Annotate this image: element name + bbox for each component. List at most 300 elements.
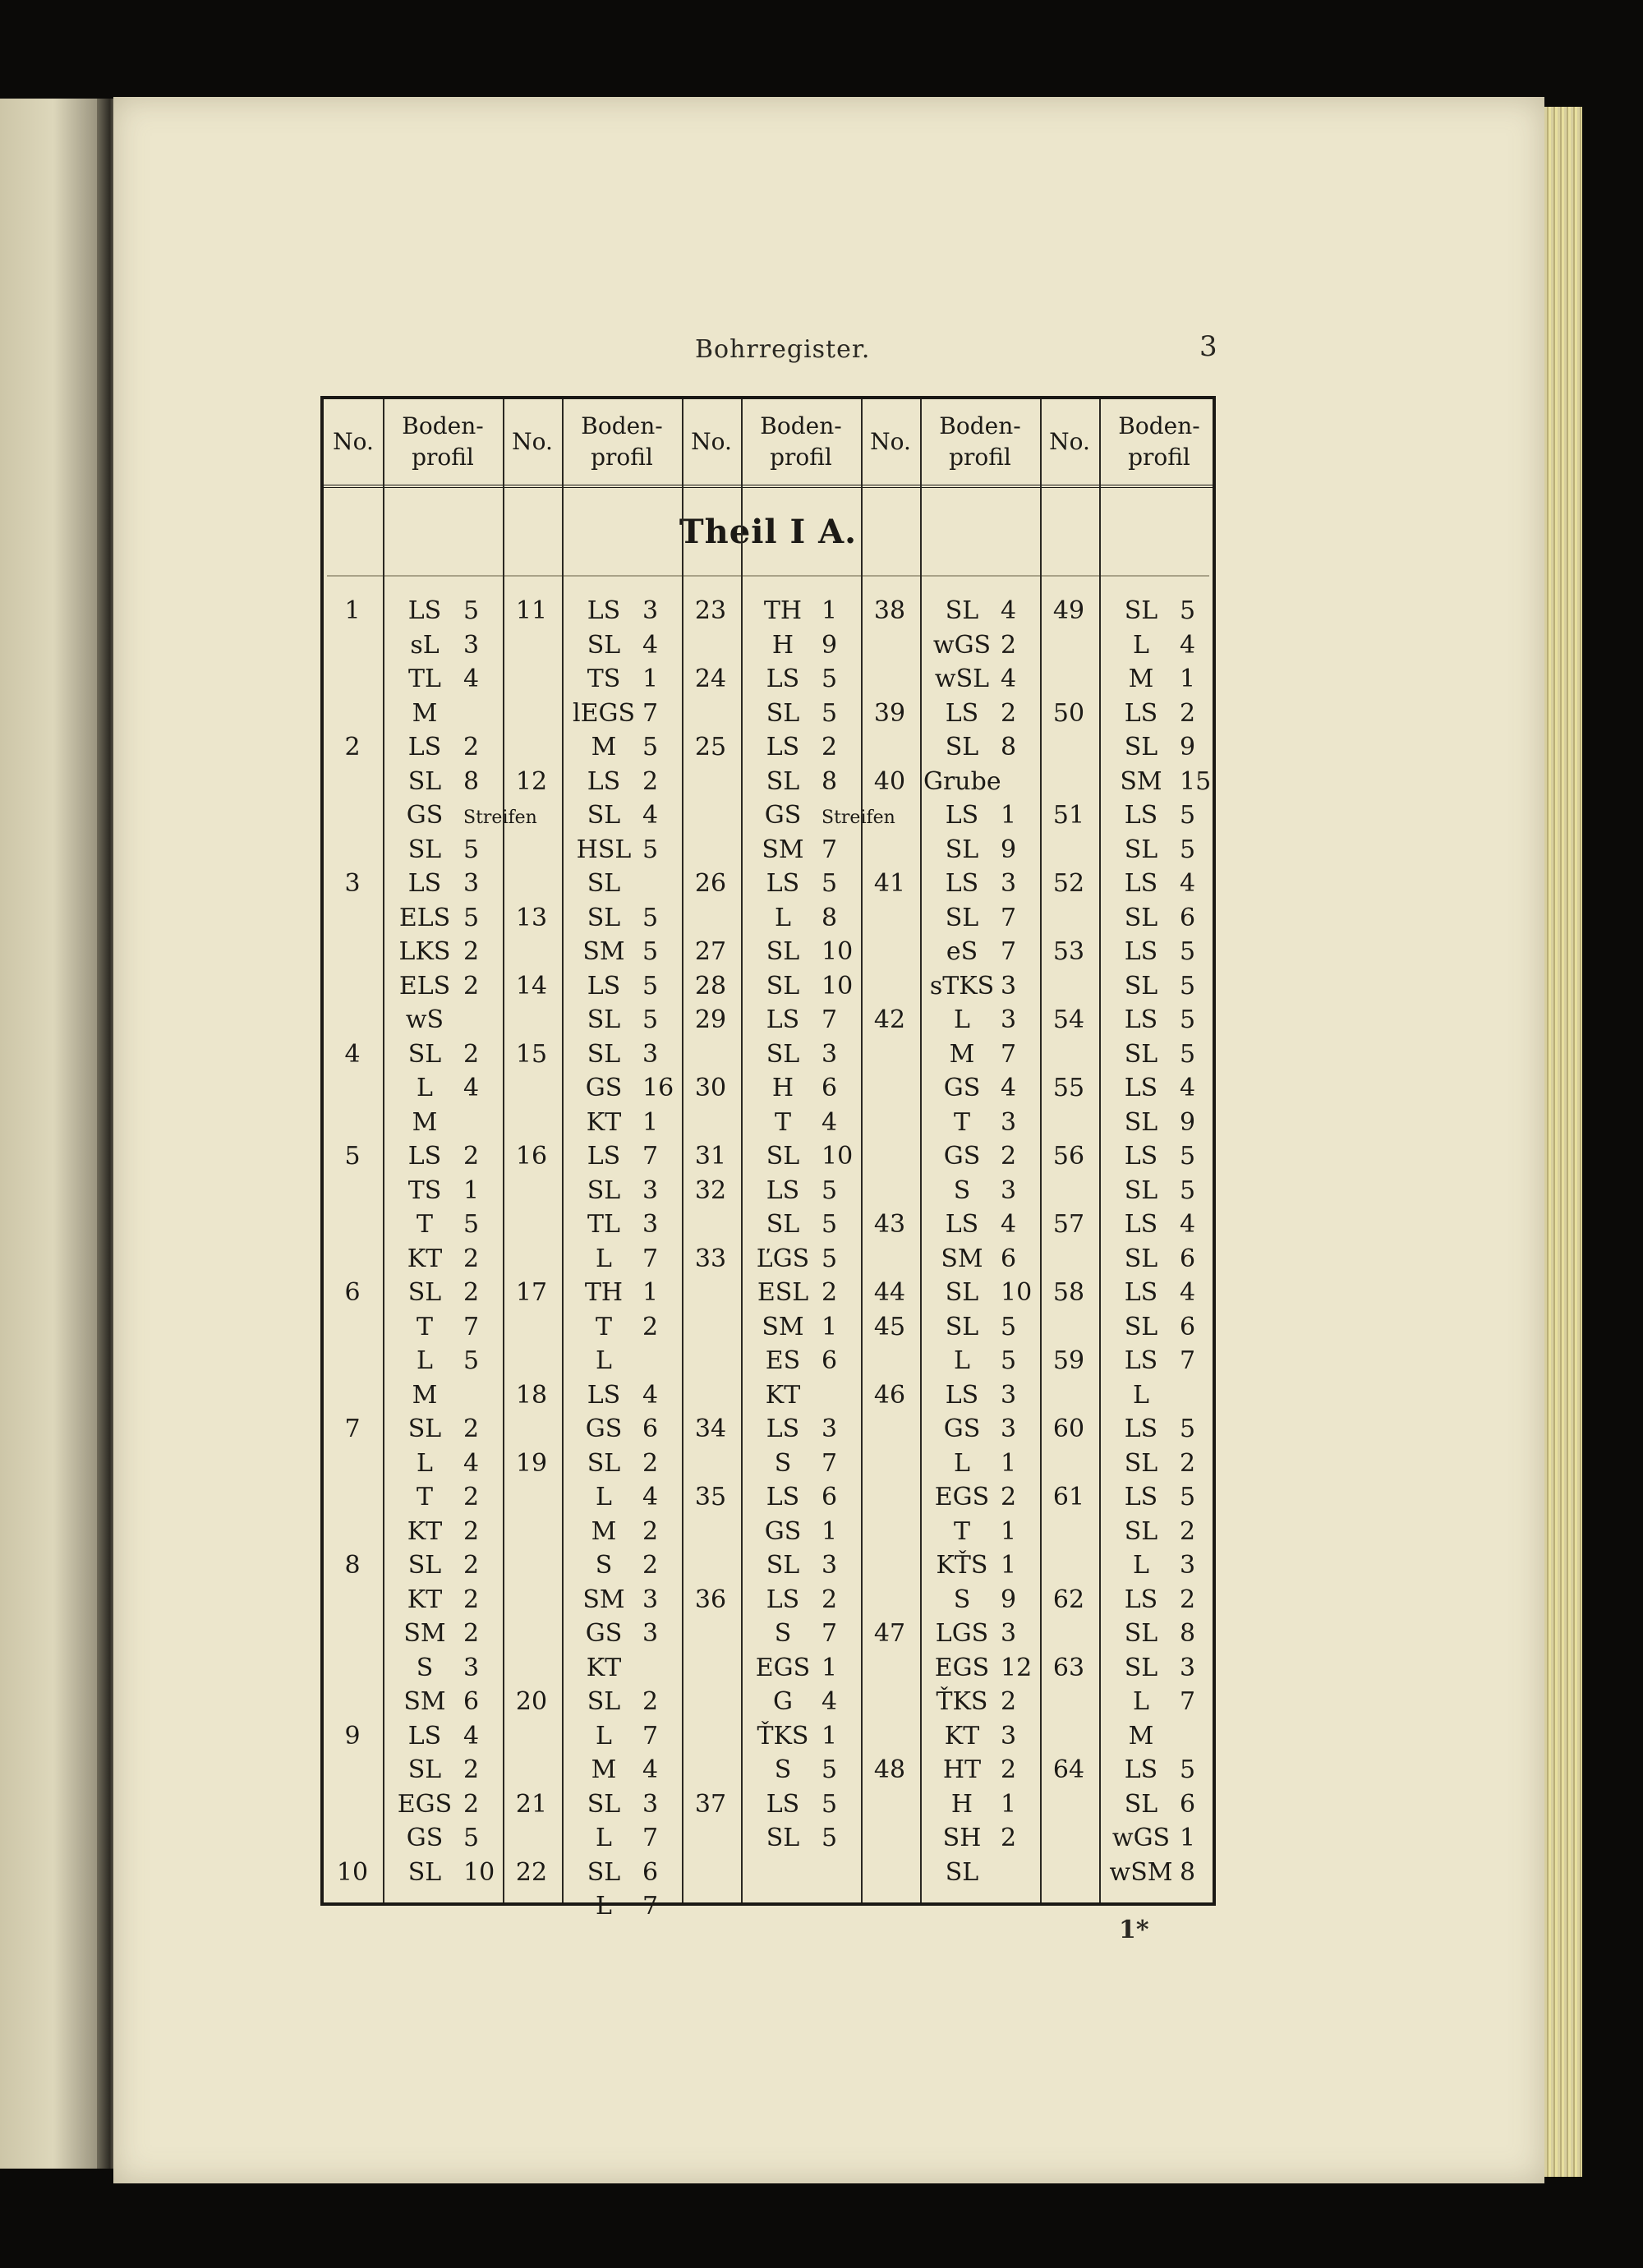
layer-depth: 6 xyxy=(1180,1789,1196,1819)
soil-code: SL xyxy=(945,835,979,864)
soil-code: L xyxy=(596,1483,612,1511)
soil-code: LKS xyxy=(398,937,451,966)
header-bodenprofil-line2: profil xyxy=(1128,444,1190,471)
bore-number: 38 xyxy=(873,596,906,625)
bore-number: 31 xyxy=(694,1142,727,1171)
soil-code: TS xyxy=(587,665,621,693)
soil-code: SL xyxy=(587,630,621,660)
soil-code: SL xyxy=(587,801,621,830)
layer-depth: 4 xyxy=(642,1483,659,1511)
bore-number: 37 xyxy=(694,1789,727,1819)
soil-code: SL xyxy=(407,1551,442,1580)
bore-number: 63 xyxy=(1052,1653,1085,1682)
soil-profile-entry xyxy=(1102,1687,1226,1716)
layer-depth: 7 xyxy=(642,1142,659,1171)
layer-depth: 5 xyxy=(1180,1755,1196,1784)
bore-number: 39 xyxy=(873,698,906,728)
soil-code: SL xyxy=(766,1142,800,1171)
soil-code: SM xyxy=(582,937,625,966)
soil-code: LS xyxy=(587,1142,621,1171)
bore-number: 58 xyxy=(1052,1278,1085,1307)
table-row xyxy=(324,1040,1213,1074)
soil-code: M xyxy=(412,698,438,728)
soil-code: SL xyxy=(407,1278,442,1307)
bore-number: 13 xyxy=(515,903,548,932)
soil-code: SL xyxy=(1124,903,1158,932)
bore-number: 64 xyxy=(1052,1755,1085,1784)
soil-code: M xyxy=(1128,1721,1154,1750)
layer-depth: 5 xyxy=(822,1755,838,1784)
soil-code: GS xyxy=(943,1142,981,1171)
soil-code: wSL xyxy=(934,665,990,693)
soil-code: LS xyxy=(766,869,800,898)
layer-depth: 3 xyxy=(1001,971,1017,1001)
soil-code: H xyxy=(771,630,794,660)
soil-profile-entry xyxy=(1102,937,1226,966)
soil-code: LS xyxy=(766,1175,800,1205)
soil-code: GS xyxy=(764,801,802,830)
soil-code: SL xyxy=(1124,1107,1158,1137)
layer-depth: 5 xyxy=(822,1210,838,1239)
bore-number: 32 xyxy=(694,1175,727,1205)
layer-depth: 10 xyxy=(822,971,854,1001)
bore-number: 50 xyxy=(1052,698,1085,728)
soil-code: M xyxy=(591,1516,617,1546)
soil-code: LS xyxy=(766,733,800,761)
bore-number: 60 xyxy=(1052,1415,1085,1443)
bore-number: 44 xyxy=(873,1278,906,1307)
header-bodenprofil-line2: profil xyxy=(949,444,1011,471)
layer-depth: 1 xyxy=(1001,1516,1017,1546)
soil-profile-entry xyxy=(1102,835,1226,864)
bore-number: 52 xyxy=(1052,869,1085,898)
layer-depth: 4 xyxy=(642,801,659,830)
header-bodenprofil-line1: Boden- xyxy=(760,412,842,439)
table-row xyxy=(324,1005,1213,1040)
header-bodenprofil-line1: Boden- xyxy=(581,412,663,439)
soil-code: S xyxy=(953,1585,971,1614)
layer-depth: 7 xyxy=(1001,937,1017,966)
header-bodenprofil-line1: Boden- xyxy=(1118,412,1200,439)
soil-code: SL xyxy=(766,1824,800,1852)
layer-depth: 2 xyxy=(1001,1483,1017,1511)
layer-depth: 5 xyxy=(1180,1175,1196,1205)
layer-depth: 7 xyxy=(1001,903,1017,932)
layer-depth: 4 xyxy=(1180,869,1196,898)
layer-depth: 2 xyxy=(463,1619,480,1648)
layer-depth: 3 xyxy=(642,1210,659,1239)
layer-depth: 7 xyxy=(642,1824,659,1852)
soil-code: LS xyxy=(766,1415,800,1443)
soil-code: SL xyxy=(1124,971,1158,1001)
table-row xyxy=(324,1687,1213,1722)
soil-code: wSM xyxy=(1109,1857,1173,1887)
layer-depth: 5 xyxy=(1180,1039,1196,1069)
table-row xyxy=(324,1244,1213,1279)
soil-profile-entry xyxy=(1102,1005,1226,1034)
soil-code: SL xyxy=(407,1039,442,1069)
soil-code: wS xyxy=(405,1005,444,1034)
table-row xyxy=(324,1313,1213,1347)
soil-code: KT xyxy=(407,1244,443,1273)
layer-depth: 4 xyxy=(1180,1278,1196,1307)
bore-number: 6 xyxy=(344,1278,361,1307)
layer-depth: 9 xyxy=(1180,733,1196,761)
soil-code: SL xyxy=(587,1039,621,1069)
soil-code: ESL xyxy=(757,1278,809,1307)
bore-number: 62 xyxy=(1052,1585,1085,1614)
bore-number: 47 xyxy=(873,1619,906,1648)
soil-code: S xyxy=(595,1551,613,1580)
layer-depth: 2 xyxy=(822,733,838,761)
layer-depth: 2 xyxy=(463,1755,480,1784)
layer-depth: 2 xyxy=(1001,698,1017,728)
soil-code: SL xyxy=(587,903,621,932)
layer-depth: 3 xyxy=(1001,1175,1017,1205)
soil-code: KŤS xyxy=(936,1551,988,1580)
soil-code: LS xyxy=(1124,801,1158,830)
bore-number: 35 xyxy=(694,1483,727,1511)
soil-code: HT xyxy=(942,1755,982,1784)
layer-depth: 9 xyxy=(1001,1585,1017,1614)
soil-code: L xyxy=(596,1346,612,1375)
table-row xyxy=(324,1108,1213,1143)
soil-code: S xyxy=(416,1653,434,1682)
soil-code: LS xyxy=(1124,1346,1158,1375)
soil-code: SL xyxy=(766,1210,800,1239)
layer-depth: 2 xyxy=(1001,1755,1017,1784)
soil-code: M xyxy=(949,1039,975,1069)
soil-code: SL xyxy=(945,596,979,625)
soil-code: LS xyxy=(1124,937,1158,966)
bore-number: 57 xyxy=(1052,1210,1085,1239)
soil-code: GS xyxy=(585,1619,623,1648)
layer-depth: 1 xyxy=(642,1107,659,1137)
soil-code: L xyxy=(417,1448,433,1478)
layer-depth: 5 xyxy=(822,1175,838,1205)
header-bodenprofil xyxy=(741,399,861,485)
soil-code: SL xyxy=(587,1857,621,1887)
bore-number: 59 xyxy=(1052,1346,1085,1375)
soil-profile-entry xyxy=(1102,596,1226,625)
soil-code: eS xyxy=(946,937,978,966)
soil-code: L xyxy=(1133,630,1149,660)
soil-code: T xyxy=(953,1107,970,1137)
layer-depth: 1 xyxy=(822,1653,838,1682)
soil-profile-entry xyxy=(1102,1654,1226,1682)
soil-code: SL xyxy=(407,835,442,864)
soil-code: L xyxy=(954,1005,970,1034)
table-row xyxy=(324,1722,1213,1756)
soil-code: EGS xyxy=(934,1653,990,1682)
bore-number: 43 xyxy=(873,1210,906,1239)
layer-depth: 7 xyxy=(1001,1039,1017,1069)
soil-profile-entry xyxy=(565,1892,688,1921)
layer-depth: 5 xyxy=(642,937,659,966)
layer-depth: 1 xyxy=(1001,1448,1017,1478)
layer-depth: 7 xyxy=(642,698,659,728)
soil-profile-entry xyxy=(1102,1858,1226,1887)
layer-depth: 16 xyxy=(642,1074,674,1102)
soil-code: EGS xyxy=(397,1789,453,1819)
layer-depth: 8 xyxy=(1001,733,1017,761)
table-row xyxy=(324,1483,1213,1517)
layer-depth: 2 xyxy=(1001,630,1017,660)
soil-profile-entry xyxy=(1102,631,1226,660)
layer-depth: 2 xyxy=(642,1687,659,1716)
layer-depth: 2 xyxy=(463,1585,480,1614)
layer-depth: 6 xyxy=(642,1415,659,1443)
layer-depth: 9 xyxy=(822,630,838,660)
layer-depth: 2 xyxy=(463,1483,480,1511)
bore-register-table xyxy=(320,396,1216,1921)
soil-code: KT xyxy=(586,1653,622,1682)
soil-code: T xyxy=(416,1312,433,1341)
soil-code: S xyxy=(953,1175,971,1205)
soil-profile-entry xyxy=(1102,1722,1226,1750)
bore-number: 61 xyxy=(1052,1483,1085,1511)
soil-code: EGS xyxy=(755,1653,811,1682)
layer-depth: 15 xyxy=(1180,766,1212,796)
soil-profile-entry xyxy=(1102,1244,1226,1273)
soil-code: T xyxy=(774,1107,791,1137)
layer-depth: 5 xyxy=(463,1346,480,1375)
layer-depth: 3 xyxy=(822,1415,838,1443)
layer-depth: 1 xyxy=(642,665,659,693)
signature-mark: 1* xyxy=(1119,1916,1149,1944)
layer-depth: 2 xyxy=(642,1551,659,1580)
table-row xyxy=(324,869,1213,904)
soil-code: LS xyxy=(1124,1585,1158,1614)
layer-depth: 2 xyxy=(642,1312,659,1341)
soil-code: SL xyxy=(945,1857,979,1887)
table-row xyxy=(324,1824,1213,1858)
soil-profile-entry xyxy=(1102,904,1226,932)
soil-code: sL xyxy=(410,630,440,660)
soil-code: LS xyxy=(407,869,442,898)
soil-profile-entry xyxy=(1102,1278,1226,1307)
layer-depth: 6 xyxy=(822,1074,838,1102)
soil-code: SL xyxy=(766,766,800,796)
soil-code: TL xyxy=(587,1210,620,1239)
soil-code: M xyxy=(412,1107,438,1137)
table-row xyxy=(324,1551,1213,1585)
soil-profile-entry xyxy=(1102,1449,1226,1478)
soil-code: wGS xyxy=(1111,1824,1171,1852)
soil-profile-entry xyxy=(1102,1142,1226,1171)
soil-code: S xyxy=(774,1755,792,1784)
layer-depth: 5 xyxy=(1180,835,1196,864)
soil-code: SL xyxy=(1124,1175,1158,1205)
soil-code: SL xyxy=(587,1789,621,1819)
soil-code: SL xyxy=(1124,1789,1158,1819)
soil-profile-entry xyxy=(1102,1585,1226,1614)
bore-number: 30 xyxy=(694,1074,727,1102)
bore-number: 25 xyxy=(694,733,727,761)
layer-depth: 3 xyxy=(1001,1619,1017,1648)
layer-depth: 2 xyxy=(1180,698,1196,728)
bore-number: 5 xyxy=(344,1142,361,1171)
soil-code: SM xyxy=(1120,766,1162,796)
soil-code: LS xyxy=(1124,1142,1158,1171)
table-row xyxy=(324,596,1213,631)
soil-code: KT xyxy=(407,1585,443,1614)
layer-depth: 5 xyxy=(1001,1346,1017,1375)
soil-code: LS xyxy=(766,665,800,693)
soil-profile-entry xyxy=(1102,1415,1226,1443)
soil-code: L xyxy=(417,1346,433,1375)
layer-depth: 5 xyxy=(642,903,659,932)
bore-number: 33 xyxy=(694,1244,727,1273)
soil-code: LS xyxy=(407,733,442,761)
layer-depth: 4 xyxy=(642,1755,659,1784)
soil-code: SL xyxy=(1124,596,1158,625)
table-row xyxy=(324,937,1213,972)
soil-code: ES xyxy=(765,1346,801,1375)
layer-depth: 1 xyxy=(822,1721,838,1750)
layer-depth: 3 xyxy=(642,596,659,625)
layer-depth: 6 xyxy=(1180,1312,1196,1341)
layer-depth: 5 xyxy=(642,971,659,1001)
soil-code: SL xyxy=(766,971,800,1001)
layer-depth: 1 xyxy=(642,1278,659,1307)
soil-code: ŤKS xyxy=(936,1687,988,1716)
bore-number: 55 xyxy=(1052,1074,1085,1102)
soil-code: LS xyxy=(1124,1278,1158,1307)
layer-depth: 10 xyxy=(822,1142,854,1171)
soil-code: SL xyxy=(945,1312,979,1341)
soil-code: M xyxy=(591,1755,617,1784)
table-row xyxy=(324,904,1213,938)
layer-depth: 4 xyxy=(642,630,659,660)
soil-code: LS xyxy=(945,801,979,830)
soil-code: L xyxy=(596,1824,612,1852)
layer-depth: 7 xyxy=(642,1244,659,1273)
bore-number: 28 xyxy=(694,971,727,1001)
table-row xyxy=(324,972,1213,1006)
layer-depth: 2 xyxy=(642,1448,659,1478)
soil-code: SL xyxy=(945,1278,979,1307)
table-row xyxy=(324,1278,1213,1313)
layer-depth: 3 xyxy=(822,1551,838,1580)
table-row xyxy=(324,1654,1213,1688)
header-bodenprofil-line1: Boden- xyxy=(939,412,1021,439)
soil-code: SL xyxy=(587,1175,621,1205)
layer-depth: 2 xyxy=(463,1278,480,1307)
soil-profile-entry xyxy=(1102,1074,1226,1102)
soil-code: LS xyxy=(766,1005,800,1034)
layer-depth: 5 xyxy=(463,1824,480,1852)
layer-depth: 10 xyxy=(463,1857,495,1887)
soil-profile-entry xyxy=(1102,1551,1226,1580)
layer-depth: 3 xyxy=(642,1619,659,1648)
soil-profile-entry xyxy=(1102,1346,1226,1375)
table-row xyxy=(324,801,1213,835)
bore-number: 19 xyxy=(515,1448,548,1478)
layer-depth: 7 xyxy=(1180,1346,1196,1375)
layer-depth: 5 xyxy=(1180,1005,1196,1034)
layer-depth: 8 xyxy=(1180,1619,1196,1648)
soil-code: SL xyxy=(587,1687,621,1716)
layer-depth: 5 xyxy=(642,835,659,864)
bore-number: 53 xyxy=(1052,937,1085,966)
soil-code: SL xyxy=(407,1857,442,1887)
layer-depth: 2 xyxy=(1180,1585,1196,1614)
soil-code: T xyxy=(595,1312,612,1341)
soil-code: SM xyxy=(403,1619,446,1648)
table-row xyxy=(324,699,1213,734)
layer-depth: 5 xyxy=(1180,596,1196,625)
soil-code: SM xyxy=(403,1687,446,1716)
soil-code: KT xyxy=(407,1516,443,1546)
bore-number: 15 xyxy=(515,1039,548,1069)
soil-profile-entry xyxy=(1102,1755,1226,1784)
bore-number: 4 xyxy=(344,1039,361,1069)
soil-code: LS xyxy=(1124,1483,1158,1511)
header-bodenprofil xyxy=(920,399,1040,485)
layer-depth: 2 xyxy=(463,1551,480,1580)
layer-depth: Streifen xyxy=(822,807,895,828)
header-no: No. xyxy=(870,428,911,455)
soil-code: ĽGS xyxy=(756,1244,810,1273)
layer-depth: 3 xyxy=(642,1175,659,1205)
soil-code: EGS xyxy=(934,1483,990,1511)
layer-depth: 4 xyxy=(1180,1074,1196,1102)
soil-code: L xyxy=(954,1448,970,1478)
layer-depth: 3 xyxy=(1001,1721,1017,1750)
bore-number: 56 xyxy=(1052,1142,1085,1171)
table-row xyxy=(324,733,1213,767)
layer-depth: 4 xyxy=(822,1107,838,1137)
layer-depth: 3 xyxy=(642,1789,659,1819)
soil-code: GS xyxy=(943,1415,981,1443)
soil-profile-entry xyxy=(1102,972,1226,1001)
layer-depth: 5 xyxy=(1180,937,1196,966)
layer-depth: 2 xyxy=(463,1789,480,1819)
bore-number: 41 xyxy=(873,869,906,898)
soil-code: L xyxy=(417,1074,433,1102)
soil-code: L xyxy=(954,1346,970,1375)
layer-depth: 4 xyxy=(463,1074,480,1102)
soil-profile-entry xyxy=(1102,767,1226,796)
layer-depth: 5 xyxy=(822,1789,838,1819)
soil-code: T xyxy=(416,1483,433,1511)
layer-depth: 6 xyxy=(642,1857,659,1887)
bore-number: 46 xyxy=(873,1380,906,1410)
soil-profile-entry xyxy=(1102,665,1226,693)
soil-code: LS xyxy=(587,1380,621,1410)
layer-depth: 1 xyxy=(822,1516,838,1546)
soil-code: KT xyxy=(944,1721,980,1750)
soil-code: SL xyxy=(766,1039,800,1069)
section-title: Theil I A. xyxy=(679,513,858,551)
layer-depth: 2 xyxy=(463,1516,480,1546)
layer-depth: 2 xyxy=(642,1516,659,1546)
bore-number: 40 xyxy=(873,766,906,796)
soil-profile-entry xyxy=(1102,801,1226,830)
bore-number: 29 xyxy=(694,1005,727,1034)
table-row xyxy=(324,1790,1213,1824)
bore-number: 49 xyxy=(1052,596,1085,625)
section-divider xyxy=(327,575,1209,577)
soil-code: M xyxy=(591,733,617,761)
layer-depth: 2 xyxy=(463,1415,480,1443)
table-row xyxy=(324,1449,1213,1484)
layer-depth: 5 xyxy=(1001,1312,1017,1341)
layer-depth: 3 xyxy=(1001,1107,1017,1137)
layer-depth: 6 xyxy=(822,1346,838,1375)
soil-code: SL xyxy=(1124,1448,1158,1478)
